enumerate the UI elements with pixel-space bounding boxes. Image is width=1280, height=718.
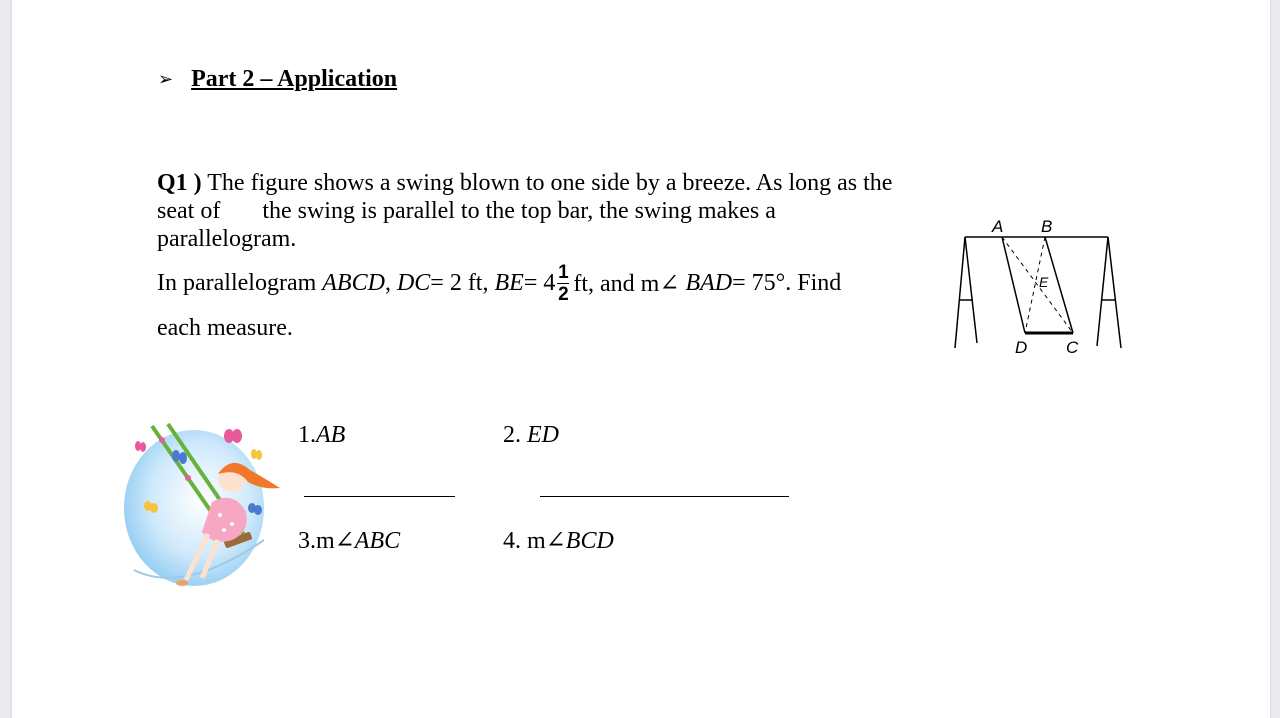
label-A: A [992,217,1004,236]
label-E: E [1039,274,1049,290]
question-text-1: The figure shows a swing blown to one side by a breeze. As long as the seat of [157,170,893,224]
question-item-2: 2. ED [503,422,559,448]
question-text-2: the swing is parallel to the top bar, the swing makes a parallelogram. [157,198,776,252]
answer-line-1 [304,496,455,497]
side-AD [1002,237,1025,333]
section-title: Part 2 – Application [191,66,398,92]
find-text: each measure. [157,315,293,341]
label-B: B [1041,217,1053,236]
given-statement: In parallelogram ABCD , DC = 2 ft, BE = 4 $\frac{1}{2}$ ft, and m∠ BAD = 75°. Find [157,262,842,305]
question-item-4: 4. m∠BCD [503,528,614,554]
arrow-bullet-icon: ➢ [158,69,174,89]
question-item-1: 1.AB [298,422,346,448]
answer-line-2 [540,496,789,497]
fraction-one-half: $\frac{1}{2}$ [558,262,569,305]
document-page [12,0,1270,718]
question-item-3: 3.m∠ABC [298,528,401,554]
section-heading [158,66,397,93]
label-D: D [1015,338,1028,357]
side-BC [1045,237,1073,333]
question-label: Q1 ) [157,170,202,196]
girl-on-swing-illustration [124,420,284,595]
label-C: C [1066,338,1079,357]
swing-parallelogram-figure [945,208,1135,358]
question-paragraph [157,169,917,253]
diagonal-AC [1002,237,1073,333]
